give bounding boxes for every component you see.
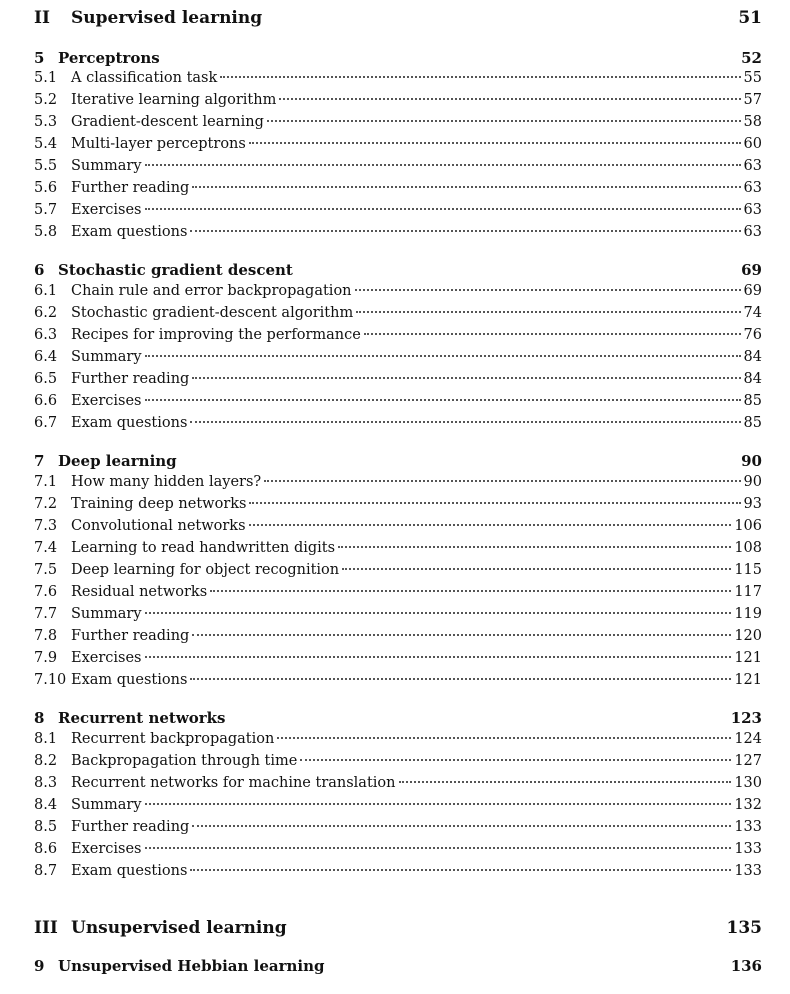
dot-leader	[399, 781, 732, 783]
section-title: Summary	[71, 797, 142, 813]
section-number: 5.8	[34, 224, 58, 240]
section-title: Exercises	[71, 393, 142, 409]
dot-leader	[264, 480, 740, 482]
part-number: II	[34, 8, 50, 28]
section-title: Iterative learning algorithm	[71, 92, 277, 108]
dot-leader	[190, 421, 740, 423]
section-number: 7.8	[34, 628, 58, 644]
section-title: Exam questions	[71, 672, 188, 688]
dot-leader	[249, 502, 740, 504]
section-number: 8.5	[34, 819, 58, 835]
toc-entry[interactable]	[34, 70, 762, 86]
section-page: 121	[734, 650, 762, 666]
dot-leader	[192, 634, 731, 636]
section-page: 84	[743, 371, 762, 387]
dot-leader	[249, 142, 741, 144]
section-number: 5.7	[34, 202, 58, 218]
toc-entry[interactable]	[34, 224, 762, 240]
toc-entry[interactable]	[34, 863, 762, 879]
toc-entry[interactable]	[34, 797, 762, 813]
dot-leader	[355, 289, 741, 291]
toc-entry[interactable]	[34, 540, 762, 556]
toc-entry[interactable]	[34, 753, 762, 769]
section-page: 55	[743, 70, 762, 86]
section-page: 85	[743, 415, 762, 431]
chapter-page: 52	[741, 49, 762, 67]
chapter-title: Deep learning	[58, 452, 177, 470]
section-number: 7.6	[34, 584, 58, 600]
section-number: 5.4	[34, 136, 58, 152]
section-title: A classification task	[71, 70, 218, 86]
toc-entry[interactable]	[34, 158, 762, 174]
section-number: 8.6	[34, 841, 58, 857]
section-page: 119	[734, 606, 762, 622]
toc-entry[interactable]	[34, 628, 762, 644]
section-page: 133	[734, 841, 762, 857]
section-number: 6.4	[34, 349, 58, 365]
part-heading[interactable]	[34, 8, 762, 28]
section-title: Residual networks	[71, 584, 208, 600]
section-title: Further reading	[71, 819, 190, 835]
section-title: Exercises	[71, 650, 142, 666]
section-number: 8.7	[34, 863, 58, 879]
section-number: 6.7	[34, 415, 58, 431]
section-page: 117	[734, 584, 762, 600]
section-number: 8.3	[34, 775, 58, 791]
chapter-title: Stochastic gradient descent	[58, 261, 293, 279]
toc-entry[interactable]	[34, 393, 762, 409]
dot-leader	[145, 656, 732, 658]
dot-leader	[145, 847, 732, 849]
section-number: 8.2	[34, 753, 58, 769]
section-page: 76	[743, 327, 762, 343]
chapter-page: 123	[730, 709, 762, 727]
dot-leader	[249, 524, 732, 526]
chapter-number: 8	[34, 709, 45, 727]
chapter-heading[interactable]	[34, 452, 762, 470]
section-title: Backpropagation through time	[71, 753, 298, 769]
toc-entry[interactable]	[34, 650, 762, 666]
section-title: Summary	[71, 349, 142, 365]
section-page: 130	[734, 775, 762, 791]
section-number: 7.9	[34, 650, 58, 666]
toc-entry[interactable]	[34, 672, 762, 688]
section-title: Exercises	[71, 202, 142, 218]
chapter-number: 5	[34, 49, 45, 67]
section-title: Chain rule and error backpropagation	[71, 283, 352, 299]
section-page: 74	[743, 305, 762, 321]
section-title: Convolutional networks	[71, 518, 246, 534]
section-title: Exam questions	[71, 224, 188, 240]
section-title: Stochastic gradient-descent algorithm	[71, 305, 354, 321]
chapter-number: 6	[34, 261, 45, 279]
dot-leader	[192, 825, 731, 827]
section-number: 6.6	[34, 393, 58, 409]
part-title: Supervised learning	[71, 8, 263, 28]
dot-leader	[145, 208, 741, 210]
toc-entry[interactable]	[34, 92, 762, 108]
toc-entry[interactable]	[34, 202, 762, 218]
toc-entry[interactable]	[34, 562, 762, 578]
dot-leader	[190, 230, 740, 232]
section-number: 6.1	[34, 283, 58, 299]
chapter-page: 90	[741, 452, 762, 470]
chapter-number: 9	[34, 957, 45, 975]
section-page: 106	[734, 518, 762, 534]
section-page: 57	[743, 92, 762, 108]
dot-leader	[192, 186, 740, 188]
dot-leader	[190, 678, 731, 680]
section-page: 132	[734, 797, 762, 813]
section-number: 7.1	[34, 474, 58, 490]
chapter-title: Unsupervised Hebbian learning	[58, 957, 325, 975]
dot-leader	[356, 311, 740, 313]
section-title: Deep learning for object recognition	[71, 562, 340, 578]
section-title: Further reading	[71, 628, 190, 644]
section-page: 60	[743, 136, 762, 152]
section-number: 7.7	[34, 606, 58, 622]
section-page: 63	[743, 202, 762, 218]
chapter-number: 7	[34, 452, 45, 470]
section-title: Summary	[71, 158, 142, 174]
toc-entry[interactable]	[34, 415, 762, 431]
section-page: 58	[743, 114, 762, 130]
dot-leader	[145, 355, 741, 357]
dot-leader	[210, 590, 731, 592]
toc-entry[interactable]	[34, 606, 762, 622]
section-title: Training deep networks	[71, 496, 247, 512]
section-number: 8.1	[34, 731, 58, 747]
toc-entry[interactable]	[34, 496, 762, 512]
section-title: How many hidden layers?	[71, 474, 262, 490]
section-number: 5.1	[34, 70, 58, 86]
section-title: Gradient-descent learning	[71, 114, 264, 130]
toc-entry[interactable]	[34, 180, 762, 196]
section-number: 5.3	[34, 114, 58, 130]
section-page: 124	[734, 731, 762, 747]
toc-entry[interactable]	[34, 114, 762, 130]
section-page: 85	[743, 393, 762, 409]
section-title: Exam questions	[71, 415, 188, 431]
section-title: Multi-layer perceptrons	[71, 136, 246, 152]
section-number: 5.2	[34, 92, 58, 108]
dot-leader	[277, 737, 731, 739]
toc-entry[interactable]	[34, 819, 762, 835]
section-page: 63	[743, 224, 762, 240]
section-page: 133	[734, 819, 762, 835]
section-number: 8.4	[34, 797, 58, 813]
dot-leader	[279, 98, 740, 100]
section-title: Further reading	[71, 180, 190, 196]
section-page: 115	[734, 562, 762, 578]
section-page: 84	[743, 349, 762, 365]
chapter-heading[interactable]	[34, 49, 762, 67]
toc-entry[interactable]	[34, 841, 762, 857]
toc-entry[interactable]	[34, 584, 762, 600]
toc-entry[interactable]	[34, 305, 762, 321]
part-page: 51	[738, 8, 762, 28]
section-title: Further reading	[71, 371, 190, 387]
toc-entry[interactable]	[34, 136, 762, 152]
dot-leader	[364, 333, 741, 335]
section-number: 7.2	[34, 496, 58, 512]
toc-entry[interactable]	[34, 327, 762, 343]
section-page: 133	[734, 863, 762, 879]
part-heading[interactable]	[34, 918, 762, 938]
dot-leader	[190, 869, 731, 871]
section-page: 90	[743, 474, 762, 490]
section-page: 127	[734, 753, 762, 769]
toc-entry[interactable]	[34, 518, 762, 534]
chapter-page: 136	[730, 957, 762, 975]
chapter-title: Perceptrons	[58, 49, 160, 67]
section-title: Recipes for improving the performance	[71, 327, 361, 343]
section-page: 63	[743, 158, 762, 174]
chapter-heading[interactable]	[34, 709, 762, 727]
toc-entry[interactable]	[34, 349, 762, 365]
dot-leader	[145, 399, 741, 401]
section-page: 93	[743, 496, 762, 512]
section-title: Exam questions	[71, 863, 188, 879]
section-number: 5.6	[34, 180, 58, 196]
section-page: 120	[734, 628, 762, 644]
section-title: Summary	[71, 606, 142, 622]
section-title: Learning to read handwritten digits	[71, 540, 336, 556]
chapter-heading[interactable]	[34, 261, 762, 279]
section-page: 121	[734, 672, 762, 688]
toc-entry[interactable]	[34, 283, 762, 299]
section-page: 63	[743, 180, 762, 196]
dot-leader	[145, 803, 732, 805]
section-title: Exercises	[71, 841, 142, 857]
section-number: 5.5	[34, 158, 58, 174]
part-page: 135	[726, 918, 762, 938]
dot-leader	[145, 164, 741, 166]
toc-entry[interactable]	[34, 731, 762, 747]
part-number: III	[34, 918, 58, 938]
section-number: 7.10	[34, 672, 67, 688]
dot-leader	[267, 120, 741, 122]
section-number: 6.3	[34, 327, 58, 343]
chapter-heading[interactable]	[34, 957, 762, 975]
dot-leader	[220, 76, 740, 78]
chapter-page: 69	[741, 261, 762, 279]
dot-leader	[192, 377, 740, 379]
section-number: 6.5	[34, 371, 58, 387]
section-number: 7.5	[34, 562, 58, 578]
dot-leader	[338, 546, 731, 548]
toc-entry[interactable]	[34, 371, 762, 387]
section-number: 7.3	[34, 518, 58, 534]
dot-leader	[342, 568, 731, 570]
section-number: 6.2	[34, 305, 58, 321]
section-title: Recurrent backpropagation	[71, 731, 275, 747]
toc-entry[interactable]	[34, 775, 762, 791]
chapter-title: Recurrent networks	[58, 709, 226, 727]
section-page: 69	[743, 283, 762, 299]
section-number: 7.4	[34, 540, 58, 556]
toc-entry[interactable]	[34, 474, 762, 490]
section-page: 108	[734, 540, 762, 556]
section-title: Recurrent networks for machine translation	[71, 775, 396, 791]
part-title: Unsupervised learning	[71, 918, 287, 938]
dot-leader	[300, 759, 731, 761]
dot-leader	[145, 612, 732, 614]
